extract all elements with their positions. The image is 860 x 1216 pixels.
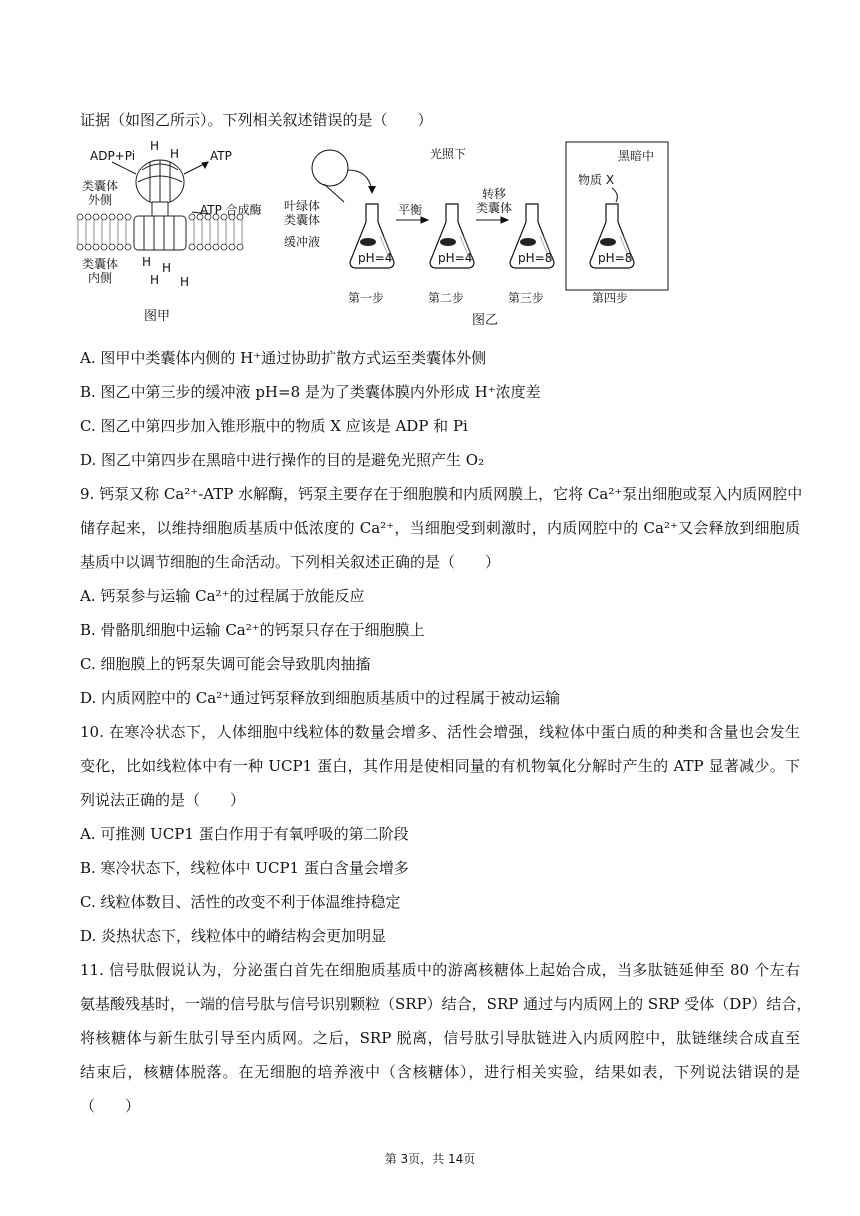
h-ion-label: H — [180, 275, 190, 289]
q11-stem-line: 将核糖体与新生肽引导至内质网。之后，SRP 脱离，信号肽引导肽链进入内质网腔中，肽链继续合成直至 — [80, 1029, 800, 1047]
q11-stem-line: 氨基酸残基时，一端的信号肽与信号识别颗粒（SRP）结合，SRP 通过与内质网上的 SRP 受体（DP）结合， — [80, 995, 812, 1013]
ph-label: pH=4 — [358, 251, 393, 265]
adp-pi-label: ADP+Pi — [90, 149, 136, 163]
q10-option-a: A. 可推测 UCP1 蛋白作用于有氧呼吸的第二阶段 — [80, 825, 409, 843]
ph-label: pH=8 — [598, 251, 633, 265]
figure-yi — [284, 142, 668, 328]
light-label: 光照下 — [430, 147, 467, 161]
figure-jia-yi — [72, 140, 672, 330]
q11-stem-line: 11. 信号肽假说认为，分泌蛋白首先在细胞质基质中的游离核糖体上起始合成，当多肽链延伸至 80 个左右 — [80, 961, 800, 979]
q9-option-d: D. 内质网腔中的 Ca²⁺通过钙泵释放到细胞质基质中的过程属于被动运输 — [80, 689, 561, 707]
q8-option-c: C. 图乙中第四步加入锥形瓶中的物质 X 应该是 ADP 和 Pi — [80, 417, 468, 435]
q9-option-a: A. 钙泵参与运输 Ca²⁺的过程属于放能反应 — [80, 587, 365, 605]
q10-option-d: D. 炎热状态下，线粒体中的嵴结构会更加明显 — [80, 927, 387, 945]
buffer-label: 缓冲液 — [284, 235, 321, 249]
ph-label: pH=8 — [518, 251, 553, 265]
intro-line: 证据（如图乙所示）。下列相关叙述错误的是（ ） — [80, 111, 433, 129]
page-footer: 第 3页，共 14页 — [384, 1152, 476, 1166]
step-label: 第二步 — [428, 291, 465, 305]
enzyme-label: ATP 合成酶 — [200, 203, 262, 217]
balance-label: 平衡 — [398, 203, 423, 217]
q9-option-c: C. 细胞膜上的钙泵失调可能会导致肌肉抽搐 — [80, 655, 371, 673]
h-ion-label: H — [162, 261, 172, 275]
q10-option-b: B. 寒冷状态下，线粒体中 UCP1 蛋白含量会增多 — [80, 859, 409, 877]
step-label: 第四步 — [592, 291, 629, 305]
q9-stem-line: 基质中以调节细胞的生命活动。下列相关叙述正确的是（ ） — [80, 553, 501, 571]
q8-option-a: A. 图甲中类囊体内侧的 H⁺通过协助扩散方式运至类囊体外侧 — [80, 349, 487, 367]
substance-x-label: 物质 X — [578, 173, 615, 187]
dropper-icon — [312, 150, 348, 202]
dark-label: 黑暗中 — [618, 149, 655, 163]
step-label: 第一步 — [348, 291, 385, 305]
outer-side-label-2: 外侧 — [88, 193, 113, 207]
step-label: 第三步 — [508, 291, 545, 305]
h-ion-label: H — [170, 147, 180, 161]
outer-side-label-1: 类囊体 — [82, 179, 119, 193]
h-ion-label: H — [150, 140, 160, 153]
transfer-label-1: 转移 — [482, 187, 507, 201]
chloroplast-label-2: 类囊体 — [284, 213, 321, 227]
ph-label: pH=4 — [438, 251, 473, 265]
figure-yi-caption: 图乙 — [472, 313, 499, 328]
q8-option-b: B. 图乙中第三步的缓冲液 pH=8 是为了类囊体膜内外形成 H⁺浓度差 — [80, 383, 541, 401]
atp-synthase — [134, 160, 186, 250]
chloroplast-label-1: 叶绿体 — [284, 199, 321, 213]
inner-side-label-1: 类囊体 — [82, 257, 119, 271]
q8-option-d: D. 图乙中第四步在黑暗中进行操作的目的是避免光照产生 O₂ — [80, 451, 485, 469]
transfer-label-2: 类囊体 — [476, 201, 513, 215]
q9-stem-line: 储存起来，以维持细胞质基质中低浓度的 Ca²⁺，当细胞受到刺激时，内质网腔中的 Ca²⁺又会释放到细胞质 — [80, 519, 800, 537]
q11-stem-line: 结束后，核糖体脱落。在无细胞的培养液中（含核糖体），进行相关实验，结果如表，下列说法错误的是 — [80, 1063, 800, 1081]
q9-option-b: B. 骨骼肌细胞中运输 Ca²⁺的钙泵只存在于细胞膜上 — [80, 621, 425, 639]
q10-stem-line: 变化，比如线粒体中有一种 UCP1 蛋白，其作用是使相同量的有机物氧化分解时产生的 ATP 显著减少。下 — [80, 757, 800, 775]
q10-option-c: C. 线粒体数目、活性的改变不利于体温维持稳定 — [80, 893, 401, 911]
inner-side-label-2: 内侧 — [88, 271, 113, 285]
figure-jia-caption: 图甲 — [144, 309, 171, 324]
figure-jia — [77, 140, 262, 324]
h-ion-label: H — [142, 255, 152, 269]
q10-stem-line: 10. 在寒冷状态下，人体细胞中线粒体的数量会增多、活性会增强，线粒体中蛋白质的种类和含量也会发生 — [80, 723, 800, 741]
q10-stem-line: 列说法正确的是（ ） — [80, 791, 246, 809]
atp-label: ATP — [210, 149, 232, 163]
h-ion-label: H — [150, 273, 160, 287]
q9-stem-line: 9. 钙泵又称 Ca²⁺-ATP 水解酶，钙泵主要存在于细胞膜和内质网膜上，它将 Ca²⁺泵出细胞或泵入内质网腔中 — [80, 485, 803, 503]
q11-stem-line: （ ） — [80, 1097, 141, 1115]
